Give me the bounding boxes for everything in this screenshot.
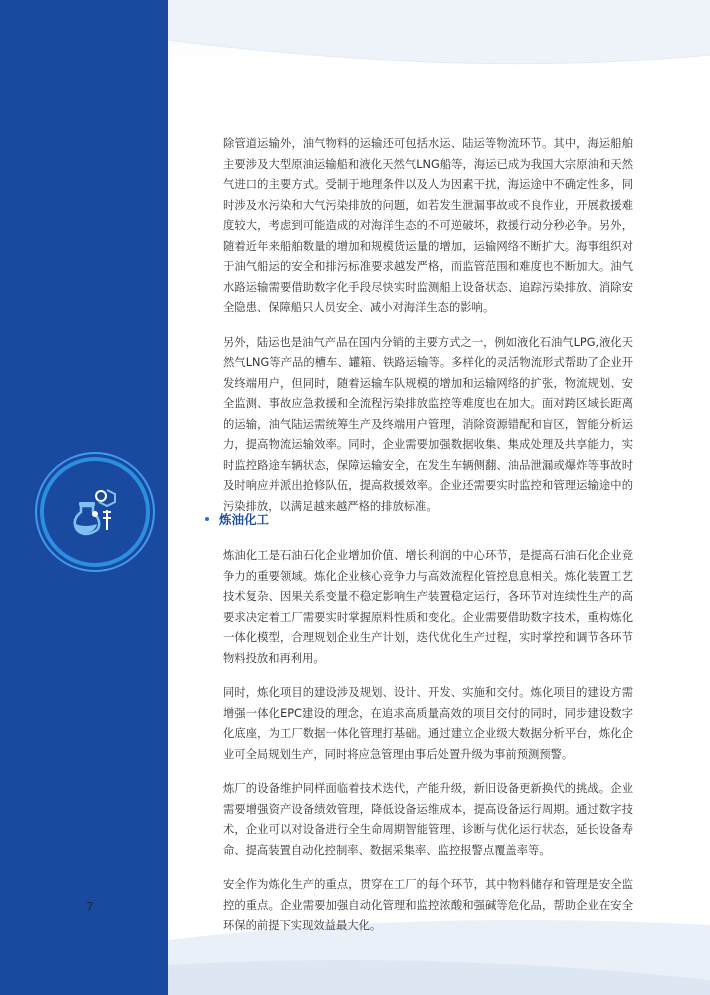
paragraph-safety: 安全作为炼化生产的重点，贯穿在工厂的每个环节，其中物料储存和管理是安全监控的重点。企业需要加强自动化管理和监控浓酸和强碱等危化品，帮助企业在安全环保的前提下实现效益最大化。 <box>223 878 633 932</box>
petrochemical-flask-icon <box>67 484 123 540</box>
body-text-bottom <box>223 546 633 951</box>
body-text-top <box>223 134 633 531</box>
section-title: 炼油化工 <box>219 512 270 527</box>
top-decorative-curve <box>168 0 710 90</box>
paragraph-equipment-maintenance: 炼厂的设备维护同样面临着技术迭代，产能升级，新旧设备更新换代的挑战。企业需要增强资产设备绩效管理，降低设备运维成本，提高设备运行周期。通过数字技术，企业可以对设备进行全生命周期智能管理、诊断与优化运行状态，延长设备寿命、提高装置自动化控制率、数据采集率、监控报警点覆盖率等。 <box>223 782 633 857</box>
paragraph-refining-overview: 炼油化工是石油石化企业增加价值、增长利润的中心环节，是提高石油石化企业竞争力的重要领域。炼化企业核心竞争力与高效流程化管控息息相关。炼化装置工艺技术复杂、因果关系变量不稳定影响生产装置稳定运行，各环节对连续性生产的高要求决定着工厂需要实时掌握原料性质和变化。企业需要借助数字技术，重构炼化一体化模型，合理规划企业生产计划，迭代优化生产过程，实时掌控和调节各环节物料投放和再利用。 <box>223 549 633 665</box>
paragraph-marine-transport: 除管道运输外，油气物料的运输还可包括水运、陆运等物流环节。其中，海运船舶主要涉及大型原油运输船和液化天然气LNG船等，海运已成为我国大宗原油和天然气进口的主要方式。受制于地理条件以及人为因素干扰，海运途中不确定性多，同时涉及水污染和大气污染排放的问题，如若发生泄漏事故或不良作业，开展救援难度较大，考虑到可能造成的对海洋生态的不可逆破坏，救援行动分秒必争。另外，随着近年来船舶数量的增加和规模货运量的增加，运输网络不断扩大。海事组织对于油气船运的安全和排污标准要求越发严格，而监管范围和难度也不断加大。油气水路运输需要借助数字化手段尽快实时监测船上设备状态、追踪污染排放、消除安全隐患、保障船只人员安全、减小对海洋生态的影响。 <box>223 137 633 314</box>
section-badge <box>40 457 150 567</box>
paragraph-refining-construction: 同时，炼化项目的建设涉及规划、设计、开发、实施和交付。炼化项目的建设方需增强一体化EPC建设的理念，在追求高质量高效的项目交付的同时，同步建设数字化底座，为工厂数据一体化管理打基础。通过建立企业级大数据分析平台，炼化企业可全局规划生产，同时将应急管理由事后处置升级为事前预测预警。 <box>223 686 633 761</box>
bullet-dot-icon <box>205 517 209 521</box>
section-heading <box>205 510 269 528</box>
paragraph-land-transport: 另外，陆运也是油气产品在国内分销的主要方式之一，例如液化石油气LPG,液化天然气LNG等产品的槽车、罐箱、铁路运输等。多样化的灵活物流形式帮助了企业开发终端用户，但同时，随着运输车队规模的增加和运输网络的扩张，物流规划、安全监测、事故应急救援和全流程污染排放监控等难度也在加大。面对跨区域长距离的运输，油气陆运需统筹生产及终端用户管理，消除资源错配和盲区，智能分析运力，提高物流运输效率。同时，企业需要加强数据收集、集成处理及共享能力，实时监控路途车辆状态，保障运输安全，在发生车辆侧翻、油品泄漏或爆炸等事故时及时响应并派出抢修队伍，提高救援效率。企业还需要实时监控和管理运输途中的污染排放，以满足越来越严格的排放标准。 <box>223 335 633 513</box>
page-number: 7 <box>86 900 94 914</box>
